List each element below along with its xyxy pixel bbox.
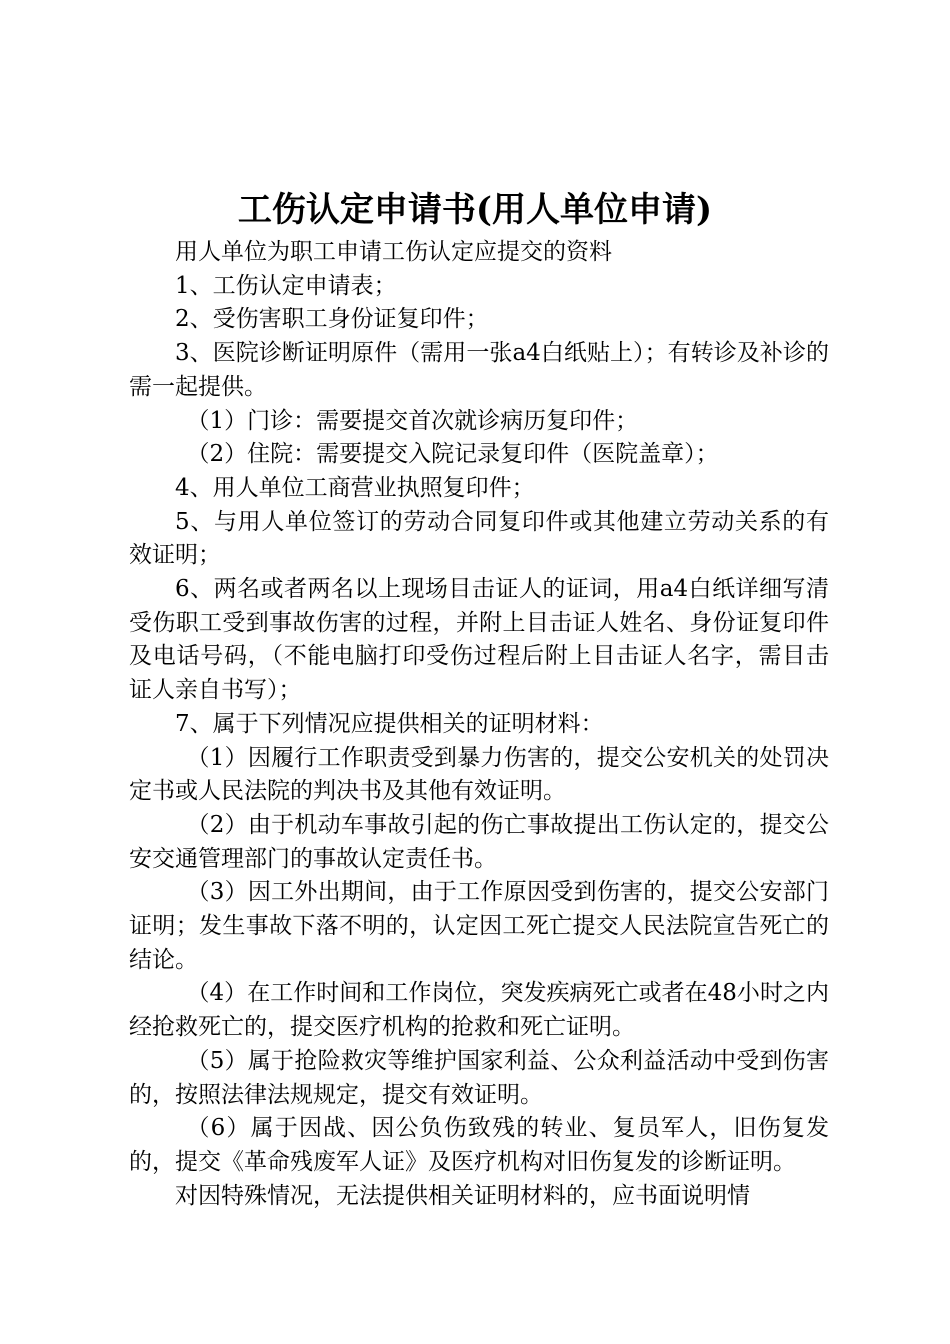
paragraph-item-3-2: （2）住院：需要提交入院记录复印件（医院盖章）；	[186, 441, 719, 468]
paragraph-item-3: 3、医院诊断证明原件（需用一张a4白纸贴上）；有转诊及补诊的需一起提供。	[129, 340, 829, 400]
document-body	[129, 236, 829, 1213]
paragraph-item-2: 2、受伤害职工身份证复印件；	[175, 306, 489, 333]
paragraph-item-7-5: （5）属于抢险救灾等维护国家利益、公众利益活动中受到伤害的，按照法律法规规定，提交有效证明。	[129, 1047, 829, 1108]
paragraph-item-3-1: （1）门诊：需要提交首次就诊病历复印件；	[186, 407, 639, 434]
paragraph-item-7-4: （4）在工作时间和工作岗位，突发疾病死亡或者在48小时之内经抢救死亡的，提交医疗机构的抢救和死亡证明。	[129, 980, 829, 1041]
document-title: 工伤认定申请书(用人单位申请)	[237, 190, 713, 230]
paragraph-item-7-2: （2）由于机动车事故引起的伤亡事故提出工伤认定的，提交公安交通管理部门的事故认定责任书。	[129, 811, 829, 872]
paragraph-item-6: 6、两名或者两名以上现场目击证人的证词，用a4白纸详细写清受伤职工受到事故伤害的过程，并附上目击证人姓名、身份证复印件及电话号码，（不能电脑打印受伤过程后附上目击证人名字，需目击证人亲自书写）；	[129, 576, 829, 704]
paragraph-item-7-6: （6）属于因战、因公负伤致残的转业、复员军人，旧伤复发的，提交《革命残废军人证》及医疗机构对旧伤复发的诊断证明。	[129, 1115, 829, 1175]
paragraph-item-4: 4、用人单位工商营业执照复印件；	[175, 474, 535, 501]
paragraph-item-1: 1、工伤认定申请表；	[175, 272, 397, 299]
paragraph-special-cases: 对因特殊情况，无法提供相关证明材料的，应书面说明情	[175, 1182, 750, 1209]
paragraph-intro: 用人单位为职工申请工伤认定应提交的资料	[175, 239, 612, 265]
paragraph-item-5: 5、与用人单位签订的劳动合同复印件或其他建立劳动关系的有效证明；	[129, 508, 829, 569]
paragraph-item-7: 7、属于下列情况应提供相关的证明材料：	[175, 710, 604, 737]
paragraph-item-7-1: （1）因履行工作职责受到暴力伤害的，提交公安机关的处罚决定书或人民法院的判决书及其他有效证明。	[129, 744, 829, 805]
paragraph-item-7-3: （3）因工外出期间，由于工作原因受到伤害的，提交公安部门证明；发生事故下落不明的，认定因工死亡提交人民法院宣告死亡的结论。	[129, 879, 829, 973]
